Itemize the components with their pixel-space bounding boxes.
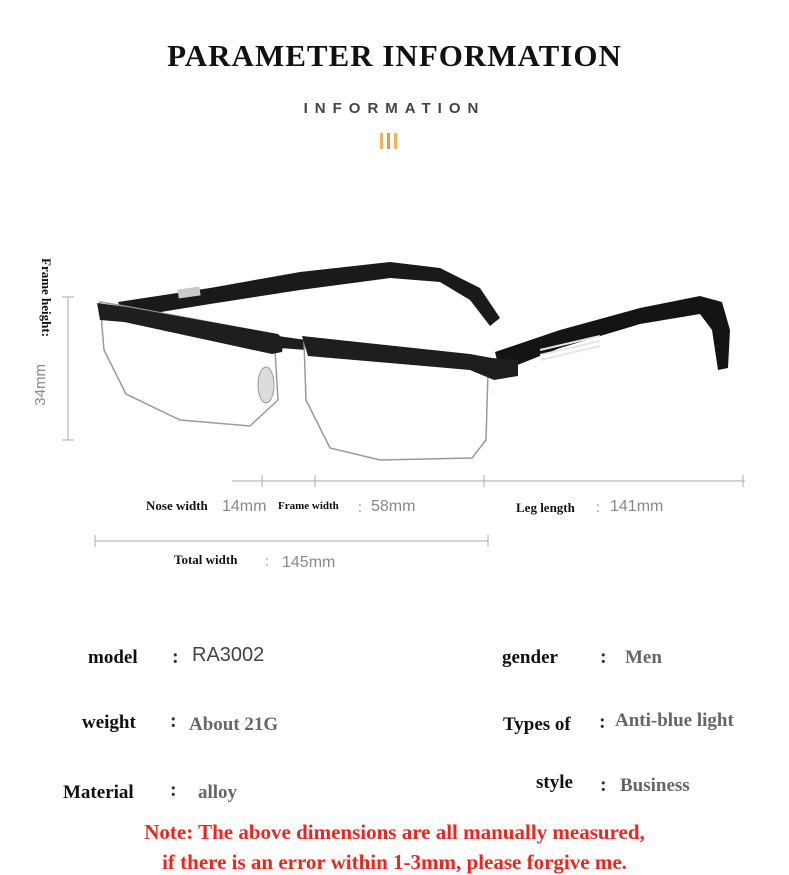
total-width-sep: : [265, 553, 269, 569]
total-width-value: 145mm [282, 554, 336, 571]
leg-length-label: Leg length [516, 500, 575, 515]
material-label: Material [63, 782, 134, 803]
model-label: model [88, 647, 138, 668]
type-value: Anti-blue light [615, 710, 734, 731]
nose-pad-left-icon [258, 367, 274, 403]
note-line-2: if there is an error within 1-3mm, please forgive me. [162, 850, 627, 874]
bridge-icon [278, 336, 306, 350]
nose-width-label: Nose width [146, 498, 208, 513]
front-temple-icon [495, 296, 730, 372]
gender-value: Men [625, 647, 662, 668]
frame-height-label: Frame height: [39, 258, 54, 338]
material-colon: : [170, 779, 177, 801]
page-subtitle: INFORMATION [303, 100, 486, 117]
style-value: Business [620, 775, 690, 796]
frame-width-sep: : [358, 499, 362, 515]
page-title: PARAMETER INFORMATION [167, 38, 622, 73]
type-colon: : [599, 711, 606, 733]
frame-width-label: Frame width [278, 500, 339, 512]
model-value: RA3002 [192, 644, 265, 666]
gender-label: gender [502, 647, 558, 668]
leg-length-value: 141mm [610, 498, 664, 515]
weight-label: weight [82, 712, 136, 733]
weight-colon: : [170, 710, 177, 732]
note-line-1: Note: The above dimensions are all manually measured, [144, 820, 645, 844]
material-value: alloy [198, 782, 238, 803]
total-width-label: Total width [174, 552, 238, 567]
style-colon: : [600, 774, 607, 796]
weight-value: About 21G [189, 714, 279, 735]
type-label: Types of [503, 714, 571, 735]
gender-colon: : [600, 646, 607, 668]
nose-width-value: 14mm [222, 498, 267, 515]
style-label: style [536, 772, 573, 793]
frame-height-value: 34mm [32, 364, 49, 406]
leg-length-sep: : [596, 499, 600, 515]
frame-width-value: 58mm [371, 498, 416, 515]
model-colon: : [172, 646, 179, 668]
frame-height-guide [62, 297, 74, 440]
